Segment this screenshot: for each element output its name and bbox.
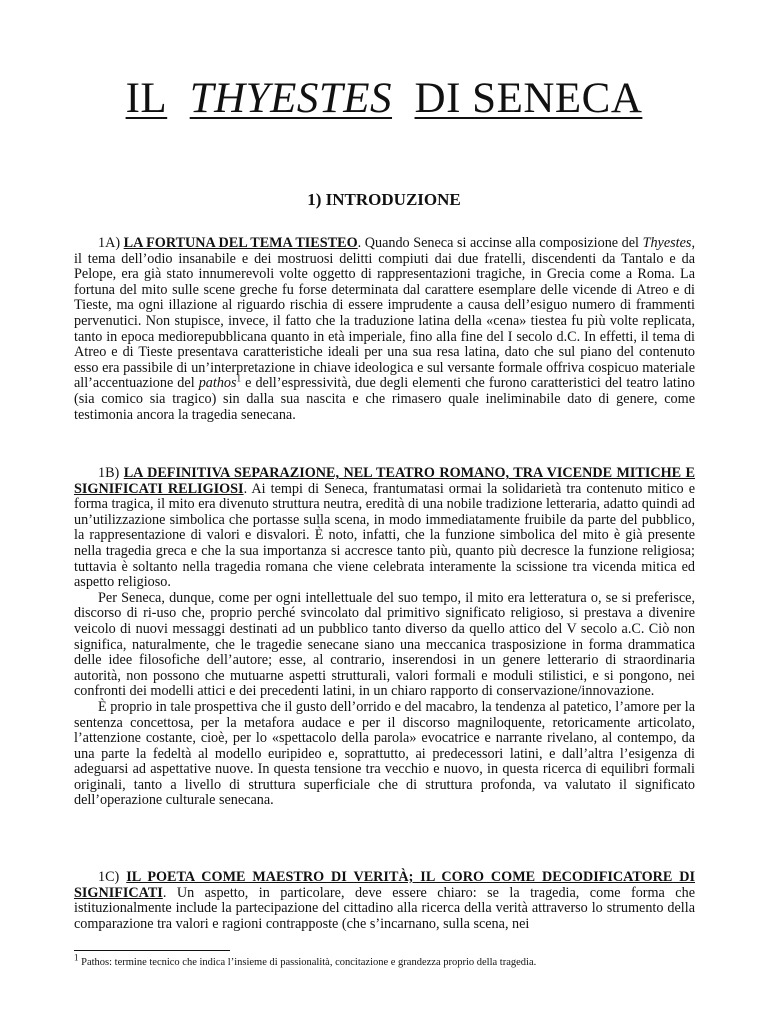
- section-heading: IL POETA COME MAESTRO DI VERITÀ; IL CORO COME DECODIFICATORE DI SIGNIFICATI: [74, 869, 696, 901]
- paragraph: 1B) LA DEFINITIVA SEPARAZIONE, NEL TEATRO ROMANO, TRA VICENDE MITICHE E SIGNIFICATI RELIGIOSI. Ai tempi di Seneca, frantumatasi ormai la solidarietà tra contenuto mitico e forma tragica, il mito era divenuto struttura neutra, eredità di una nobile tradizione letteraria, adatto quindi ad un’utilizzazione simbolica che portasse sulla scena, in modo immediatamente fruibile da parte del pubblico, la rappresentazione di valori e disvalori. È noto, infatti, che la funzione simbolica del mito è già presente nella tragedia greca e che la sua importanza si accresce tanto più, quanto più decresce la funzione religiosa; tuttavia è soltanto nella tragedia romana che viene celebrata interamente la scissione tra vicenda mitica ed aspetto religioso.: [74, 465, 696, 591]
- section-1b: [74, 466, 695, 809]
- title-suffix: DI SENECA: [414, 75, 643, 122]
- footnote-divider: [74, 950, 230, 951]
- paragraph: 1A) LA FORTUNA DEL TEMA TIESTEO. Quando Seneca si accinse alla composizione del Thyestes, il tema dell’odio insanabile e dei mostruosi delitti compiuti dai due fratelli, discendenti da Tantalo e da Pelope, era già stato innumerevoli volte oggetto di rappresentazioni tragiche, in Grecia come a Roma. La fortuna del mito sulle scene greche fu forse determinata dal carattere esemplare delle vicende di Atreo e di Tieste, ma ogni illazione al riguardo rischia di essere imprudente a causa dell’esiguo numero di frammenti pervenutici. Non stupisce, invece, il fatto che la traduzione latina della «cena» tiestea fu più volte replicata, tanto in epoca mediorepubblicana quanto in età imperiale, fino alla fine del I secolo d.C. In effetti, il tema di Atreo e di Tieste presentava caratteristiche ideali per una sua resa latina, dato che sul piano del contenuto esso era passibile di un’interpretazione in chiave ideologica e sul versante formale offriva cospicuo materiale all’accentuazione del pathos$^1$ e dell’espressività, due degli elementi che furono caratteristici del teatro latino (sia comico sia tragico) sin dalla sua nascita e che rimasero quale ineliminabile dato di genere, come testimonia ancora la tragedia senecana.: [74, 235, 695, 423]
- section-heading: LA DEFINITIVA SEPARAZIONE, NEL TEATRO ROMANO, TRA VICENDE MITICHE E SIGNIFICATI RELIGIOSI: [74, 465, 696, 497]
- paragraph: Per Seneca, dunque, come per ogni intellettuale del suo tempo, il mito era letteratura o, se si preferisce, discorso di ri-uso che, proprio perché svincolato dal primitivo significato religioso, si prestava a divenire veicolo di nuovi messaggi destinati ad un pubblico tanto diverso da quello attico del V secolo a.C. Ciò non significa, naturalmente, che le tragedie senecane siano una meccanica trasposizione in forma drammatica delle idee filosofiche dell’autore; esse, al contrario, inserendosi in un genere letterario di straordinaria autorità, non possono che mutuarne aspetti strutturali, valori formali e moduli stilistici, e si pongono, nei confronti dei modelli attici e dei precedenti latini, in un chiaro rapporto di conservazione/innovazione.: [74, 589, 695, 700]
- footnote: [74, 952, 695, 969]
- section-1c: [74, 870, 695, 932]
- title-italic: THYESTES: [189, 75, 393, 122]
- title-prefix: IL: [125, 75, 168, 122]
- section-heading: LA FORTUNA DEL TEMA TIESTEO: [123, 235, 358, 251]
- paragraph: 1C) IL POETA COME MAESTRO DI VERITÀ; IL CORO COME DECODIFICATORE DI SIGNIFICATI. Un aspetto, in particolare, deve essere chiaro: se la tragedia, come forma che istituzionalmente include la partecipazione del cittadino alla ricerca della verità attraverso lo strumento della comparazione tra valori e ragioni contrapposte (che s’incarnano, sulla scena, nei: [74, 869, 696, 932]
- section-title: 1) INTRODUZIONE: [307, 190, 461, 209]
- section-1a: [74, 236, 695, 423]
- footnote-ref: 1: [236, 373, 242, 384]
- footnote-text: Pathos: termine tecnico che indica l’insieme di passionalità, concitazione e grandezza proprio della tragedia.: [78, 957, 537, 968]
- page-title: [0, 74, 768, 123]
- paragraph: È proprio in tale prospettiva che il gusto dell’orrido e del macabro, la tendenza al patetico, l’amore per la sentenza concettosa, per la metafora audace e per il discorso magniloquente, retoricamente articolato, l’attenzione costante, cioè, per lo «spettacolo della parola» evocatrice e narrante rivelano, al contempo, da una parte la fedeltà al modello euripideo e, soprattutto, ai predecessori latini, e dall’altra l’esigenza di adeguarsi ad aspettative nuove. In questa tensione tra vecchio e nuovo, in questa ricerca di equilibri formali originali, tanto a livello di struttura superficiale che di struttura profonda, va valutato il significato dell’operazione culturale senecana.: [74, 698, 695, 809]
- footnote-number: 1: [74, 952, 79, 963]
